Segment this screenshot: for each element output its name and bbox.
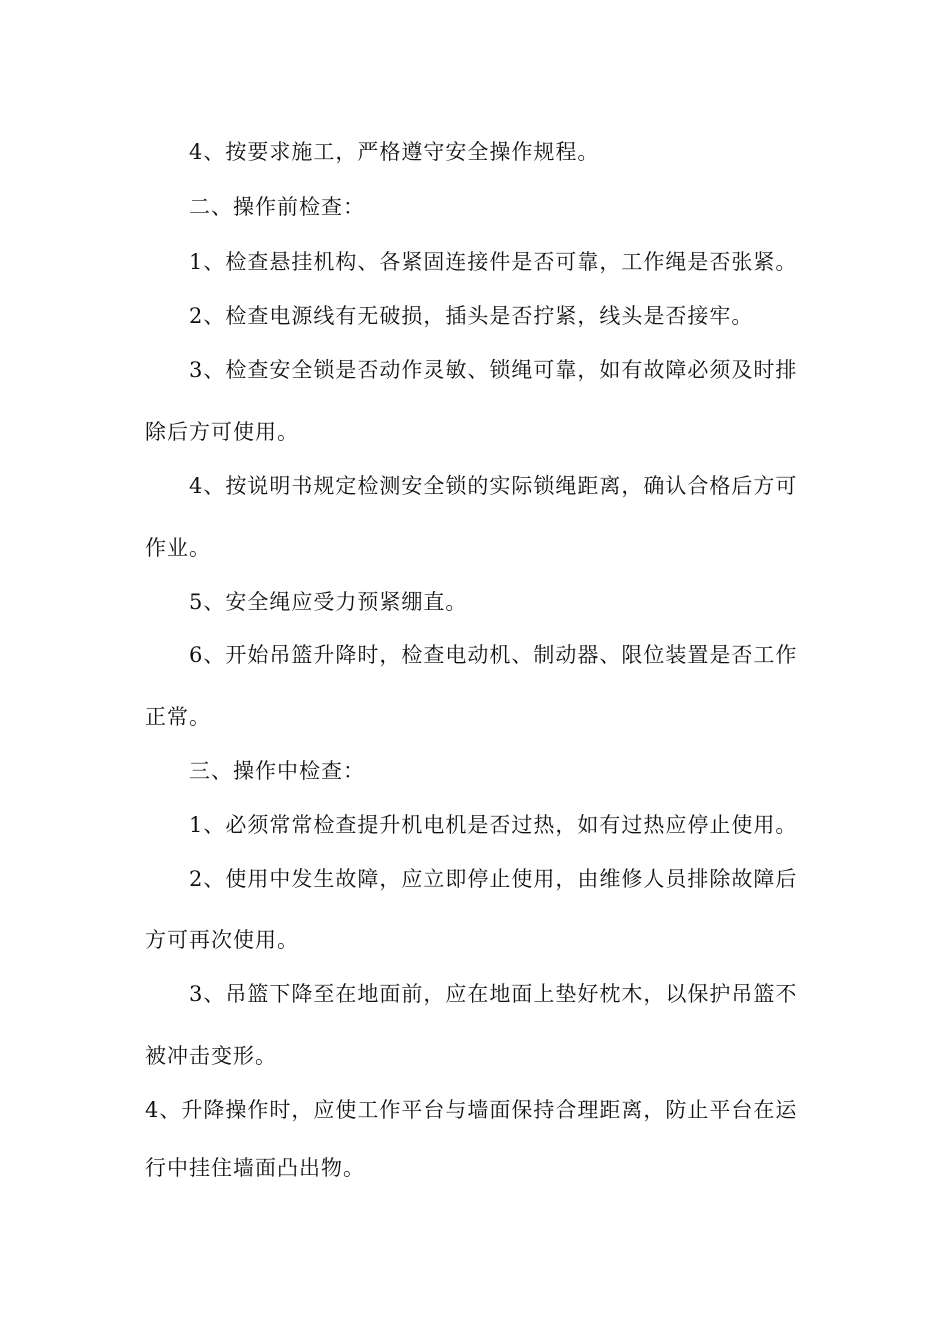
paragraph-line: 行中挂住墙面凸出物。 (145, 1156, 365, 1180)
paragraph-line: 被冲击变形。 (145, 1044, 277, 1068)
paragraph-line: 3、检查安全锁是否动作灵敏、锁绳可靠，如有故障必须及时排 (189, 358, 798, 382)
section-heading: 二、操作前检查： (189, 195, 365, 219)
paragraph-line: 2、检查电源线有无破损，插头是否拧紧，线头是否接牢。 (189, 304, 754, 328)
paragraph-line: 1、必须常常检查提升机电机是否过热，如有过热应停止使用。 (189, 813, 798, 837)
paragraph-line: 1、检查悬挂机构、各紧固连接件是否可靠，工作绳是否张紧。 (189, 250, 798, 274)
paragraph-line: 方可再次使用。 (145, 928, 299, 952)
paragraph-line: 4、按要求施工，严格遵守安全操作规程。 (189, 140, 600, 164)
paragraph-line: 作业。 (145, 536, 211, 560)
paragraph-line: 4、升降操作时，应使工作平台与墙面保持合理距离，防止平台在运 (145, 1098, 798, 1122)
paragraph-line: 5、安全绳应受力预紧绷直。 (189, 590, 468, 614)
paragraph-line: 2、使用中发生故障，应立即停止使用，由维修人员排除故障后 (189, 867, 798, 891)
paragraph-line: 3、吊篮下降至在地面前，应在地面上垫好枕木，以保护吊篮不 (189, 982, 798, 1006)
paragraph-line: 正常。 (145, 705, 211, 729)
paragraph-line: 6、开始吊篮升降时，检查电动机、制动器、限位装置是否工作 (189, 643, 798, 667)
paragraph-line: 4、按说明书规定检测安全锁的实际锁绳距离，确认合格后方可 (189, 474, 798, 498)
section-heading: 三、操作中检查： (189, 759, 365, 783)
paragraph-line: 除后方可使用。 (145, 420, 299, 444)
